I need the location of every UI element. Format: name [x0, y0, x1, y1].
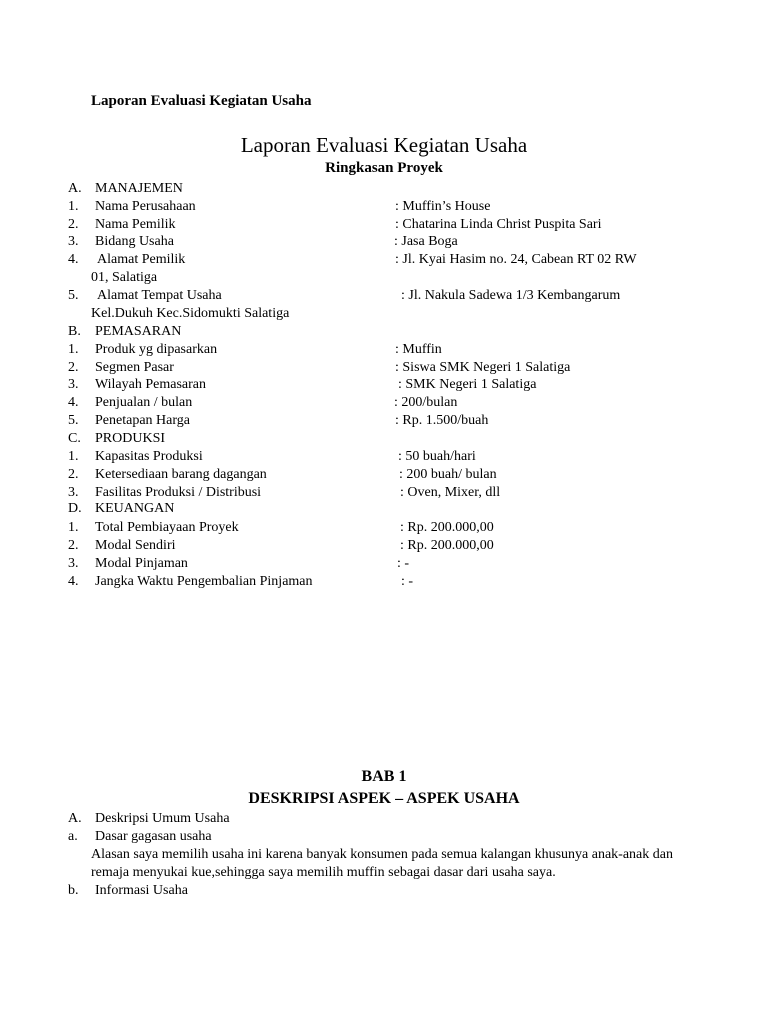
item-label: Penetapan Harga	[95, 413, 190, 428]
section-letter: D.	[68, 501, 82, 516]
item-label: Nama Pemilik	[95, 217, 176, 232]
section-letter: A.	[68, 811, 82, 826]
subsection-title: Dasar gagasan usaha	[95, 829, 212, 844]
item-number: 4.	[68, 252, 79, 267]
item-value: : Siswa SMK Negeri 1 Salatiga	[395, 360, 571, 375]
item-number: 5.	[68, 413, 79, 428]
section-title: KEUANGAN	[95, 501, 175, 516]
chapter-title: BAB 1	[361, 768, 407, 785]
item-value: : Oven, Mixer, dll	[400, 485, 501, 500]
item-value: : 50 buah/hari	[398, 449, 476, 464]
item-label: Segmen Pasar	[95, 360, 174, 375]
item-number: 1.	[68, 449, 79, 464]
item-label: Alamat Tempat Usaha	[97, 288, 222, 303]
subsection-letter: b.	[68, 883, 79, 898]
section-letter: B.	[68, 324, 81, 339]
page-subtitle: Ringkasan Proyek	[325, 160, 443, 176]
item-label: Alamat Pemilik	[97, 252, 186, 267]
document-header-title: Laporan Evaluasi Kegiatan Usaha	[91, 93, 312, 109]
item-label: Penjualan / bulan	[95, 395, 193, 410]
item-label: Ketersediaan barang dagangan	[95, 467, 267, 482]
item-label: Produk yg dipasarkan	[95, 342, 218, 357]
item-value: : Rp. 1.500/buah	[395, 413, 489, 428]
chapter-subtitle: DESKRIPSI ASPEK – ASPEK USAHA	[248, 790, 520, 807]
item-value: : -	[401, 574, 414, 589]
item-value-continuation: 01, Salatiga	[91, 270, 158, 285]
item-value: : 200/bulan	[394, 395, 458, 410]
body-paragraph: Alasan saya memilih usaha ini karena banyak konsumen pada semua kalangan khusunya anak-anak dan remaja menyukai kue,sehingga saya memilih muffin sebagai dasar dari usaha saya.	[91, 847, 673, 880]
section-title: MANAJEMEN	[95, 181, 183, 196]
item-value: : Jasa Boga	[394, 234, 458, 249]
item-label: Bidang Usaha	[95, 234, 174, 249]
item-number: 4.	[68, 574, 79, 589]
item-label: Modal Sendiri	[95, 538, 176, 553]
item-label: Jangka Waktu Pengembalian Pinjaman	[95, 574, 313, 589]
section-letter: C.	[68, 431, 81, 446]
item-number: 3.	[68, 377, 79, 392]
item-label: Fasilitas Produksi / Distribusi	[95, 485, 262, 500]
item-value: : Muffin’s House	[395, 199, 491, 214]
page-title: Laporan Evaluasi Kegiatan Usaha	[240, 133, 528, 157]
item-value: : SMK Negeri 1 Salatiga	[398, 377, 537, 392]
item-label: Kapasitas Produksi	[95, 449, 203, 464]
section-title: PRODUKSI	[95, 431, 166, 446]
item-number: 2.	[68, 217, 79, 232]
item-number: 1.	[68, 342, 79, 357]
item-label: Nama Perusahaan	[95, 199, 196, 214]
item-number: 5.	[68, 288, 79, 303]
item-value: : -	[397, 556, 410, 571]
item-value: : Muffin	[395, 342, 442, 357]
item-number: 3.	[68, 556, 79, 571]
section-letter: A.	[68, 181, 82, 196]
item-number: 4.	[68, 395, 79, 410]
item-value: : Jl. Kyai Hasim no. 24, Cabean RT 02 RW	[395, 252, 637, 267]
item-value: : Jl. Nakula Sadewa 1/3 Kembangarum	[401, 288, 621, 303]
subsection-title: Informasi Usaha	[95, 883, 188, 898]
item-value: : 200 buah/ bulan	[399, 467, 497, 482]
section-title: Deskripsi Umum Usaha	[95, 811, 230, 826]
item-number: 2.	[68, 538, 79, 553]
item-number: 1.	[68, 199, 79, 214]
item-value: : Rp. 200.000,00	[400, 520, 494, 535]
item-value: : Chatarina Linda Christ Puspita Sari	[395, 217, 602, 232]
item-label: Modal Pinjaman	[95, 556, 188, 571]
item-label: Wilayah Pemasaran	[95, 377, 207, 392]
item-label: Total Pembiayaan Proyek	[95, 520, 239, 535]
item-number: 2.	[68, 467, 79, 482]
item-value-continuation: Kel.Dukuh Kec.Sidomukti Salatiga	[91, 306, 290, 321]
item-number: 2.	[68, 360, 79, 375]
subsection-letter: a.	[68, 829, 78, 844]
item-number: 1.	[68, 520, 79, 535]
item-number: 3.	[68, 234, 79, 249]
item-value: : Rp. 200.000,00	[400, 538, 494, 553]
section-title: PEMASARAN	[95, 324, 182, 339]
item-number: 3.	[68, 485, 79, 500]
